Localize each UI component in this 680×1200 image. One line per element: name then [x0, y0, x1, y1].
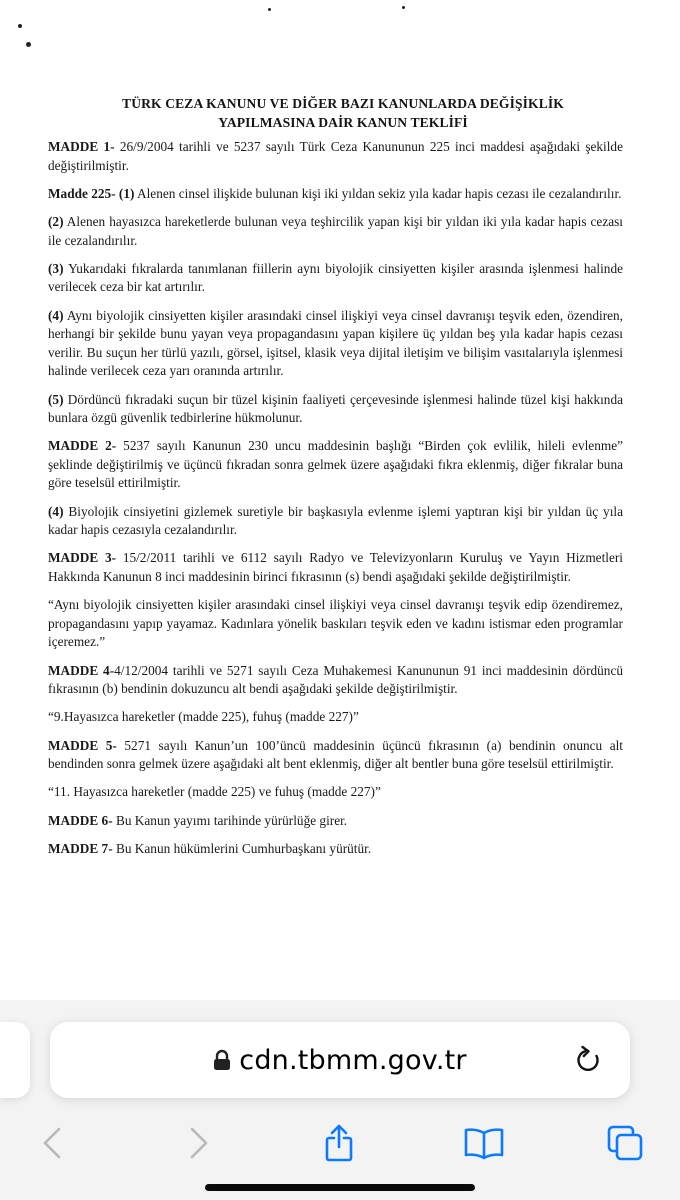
paragraph-lead: MADDE 5- [48, 737, 117, 753]
paragraph-lead: Madde 225- (1) [48, 185, 135, 201]
back-button[interactable] [30, 1123, 74, 1167]
paragraph-text: Biyolojik cinsiyetini gizlemek suretiyle bir başkasıyla evlenme işlemi yaptıran kişi bir yıldan üç yıla kadar hapis cezasıyla cezalandırılır. [48, 503, 623, 538]
book-icon [463, 1126, 505, 1165]
document-paragraph [48, 783, 623, 802]
tabs-icon [606, 1124, 644, 1167]
paragraph-text: “Aynı biyolojik cinsiyetten kişiler arasındaki cinsel ilişkiyi veya cinsel davranışı teşvik edip özendiremez, propagandasını yapıp yayamaz. Kadınlara yönelik baskıları teşvik eden ve kadını istismar eden programlar içeremez.” [48, 597, 623, 650]
tabs-button[interactable] [603, 1123, 647, 1167]
document-body [48, 138, 623, 868]
paragraph-text: Bu Kanun hükümlerini Cumhurbaşkanı yürütür. [112, 840, 372, 856]
paragraph-text: “11. Hayasızca hareketler (madde 225) ve fuhuş (madde 227)” [48, 784, 381, 800]
bookmarks-button[interactable] [462, 1123, 506, 1167]
home-indicator [205, 1184, 475, 1191]
chevron-right-icon [187, 1126, 211, 1165]
chevron-left-icon [40, 1126, 64, 1165]
document-paragraph [48, 812, 623, 831]
paragraph-lead: MADDE 1- [48, 139, 115, 154]
document-title [48, 94, 638, 132]
paragraph-lead: MADDE 4- [48, 662, 115, 678]
scan-speck [26, 42, 31, 47]
document-paragraph [48, 391, 623, 428]
paragraph-lead: MADDE 7- [48, 840, 113, 856]
document-paragraph [48, 840, 623, 859]
scan-speck [402, 6, 405, 9]
document-paragraph [48, 737, 623, 774]
paragraph-text: Yukarıdaki fıkralarda tanımlanan fiillerin aynı biyolojik cinsiyetten kişiler arasında işlenmesi halinde verilecek ceza bir kat artırılır. [48, 260, 623, 295]
scan-speck [18, 24, 22, 28]
document-paragraph [48, 708, 623, 727]
document-paragraph [48, 549, 623, 586]
document-paragraph [48, 662, 623, 699]
paragraph-text: Dördüncü fıkradaki suçun bir tüzel kişinin faaliyeti çerçevesinde işlenmesi halinde tüzel kişi hakkında bunlara özgü güvenlik tedbirlerine hükmolunur. [48, 391, 623, 426]
document-paragraph [48, 138, 623, 175]
document-paragraph [48, 596, 623, 652]
forward-button[interactable] [177, 1123, 221, 1167]
document-paragraph [48, 185, 623, 204]
paragraph-lead: MADDE 2- [48, 438, 117, 454]
reload-icon[interactable] [576, 1045, 602, 1080]
paragraph-lead: (4) [48, 307, 64, 323]
paragraph-text: Aynı biyolojik cinsiyetten kişiler arasındaki cinsel ilişkiyi veya cinsel davranışı teşvik eden, özendiren, herhangi bir şekilde bunu yayan veya propagandasını yapan kişilere üç yıldan beş yıla kadar hapis cezası verilir. Bu suçun her türlü yazılı, görsel, işitsel, klasik veya dijital iletişim ve bilişim vasıtalarıyla işlenmesi halinde verilecek ceza yarı oranında artırılır. [48, 307, 623, 379]
document-paragraph [48, 437, 623, 493]
document-paragraph [48, 503, 623, 540]
share-button[interactable] [317, 1123, 361, 1167]
paragraph-text: 5271 sayılı Kanun’un 100’üncü maddesinin üçüncü fıkrasının (a) bendinin onuncu alt bendinden sonra gelmek üzere aşağıdaki alt bent eklenmiş, diğer alt bentler buna göre teselsül ettirilmiştir. [48, 737, 624, 772]
document-paragraph [48, 213, 623, 250]
paragraph-text: Alenen cinsel ilişkide bulunan kişi iki yıldan sekiz yıla kadar hapis cezası ile cezalandırılır. [134, 185, 622, 201]
document-paragraph [48, 307, 623, 381]
share-icon [323, 1123, 355, 1168]
lock-icon [213, 1049, 231, 1071]
paragraph-lead: MADDE 3- [48, 550, 117, 566]
document-paragraph [48, 260, 623, 297]
paragraph-text: “9.Hayasızca hareketler (madde 225), fuhuş (madde 227)” [48, 709, 359, 725]
previous-tab-edge[interactable] [0, 1022, 30, 1098]
browser-chrome [0, 1000, 680, 1200]
scan-speck [268, 8, 271, 11]
paragraph-text: Bu Kanun yayımı tarihinde yürürlüğe girer. [112, 812, 348, 828]
paragraph-text: 26/9/2004 tarihli ve 5237 sayılı Türk Ceza Kanununun 225 inci maddesi aşağıdaki şekilde değiştirilmiştir. [48, 139, 623, 173]
paragraph-text: 15/2/2011 tarihli ve 6112 sayılı Radyo ve Televizyonların Kuruluş ve Yayın Hizmetleri Hakkında Kanunun 8 inci maddesinin birinci fıkrasının (s) bendi aşağıdaki şekilde değiştirilmiştir. [48, 550, 623, 585]
paragraph-text: 5237 sayılı Kanunun 230 uncu maddesinin başlığı “Birden çok evlilik, hileli evlenme” şeklinde değiştirilmiş ve üçüncü fıkradan sonra gelmek üzere aşağıdaki fıkra eklenmiş, diğer fıkralar buna göre teselsül ettirilmiştir. [48, 438, 623, 491]
paragraph-lead: (4) [48, 503, 64, 519]
browser-toolbar [0, 1115, 680, 1175]
address-bar[interactable] [50, 1022, 630, 1098]
url-group[interactable] [50, 1022, 630, 1098]
url-text[interactable]: cdn.tbmm.gov.tr [239, 1044, 467, 1076]
paragraph-lead: (3) [48, 260, 64, 276]
paragraph-lead: MADDE 6- [48, 812, 113, 828]
paragraph-lead: (2) [48, 213, 64, 229]
paragraph-text: Alenen hayasızca hareketlerde bulunan veya teşhircilik yapan kişi bir yıldan iki yıla kadar hapis cezası ile cezalandırılır. [48, 213, 623, 248]
paragraph-text: 4/12/2004 tarihli ve 5271 sayılı Ceza Muhakemesi Kanununun 91 inci maddesinin dördüncü fıkrasının (b) bendinin dokuzuncu alt bendi aşağıdaki şekilde değiştirilmiştir. [48, 662, 623, 697]
paragraph-lead: (5) [48, 391, 64, 407]
document-title-line-2: YAPILMASINA DAİR KANUN TEKLİFİ [218, 115, 468, 130]
document-title-line-1: TÜRK CEZA KANUNU VE DİĞER BAZI KANUNLARDA DEĞİŞİKLİK [122, 96, 564, 111]
